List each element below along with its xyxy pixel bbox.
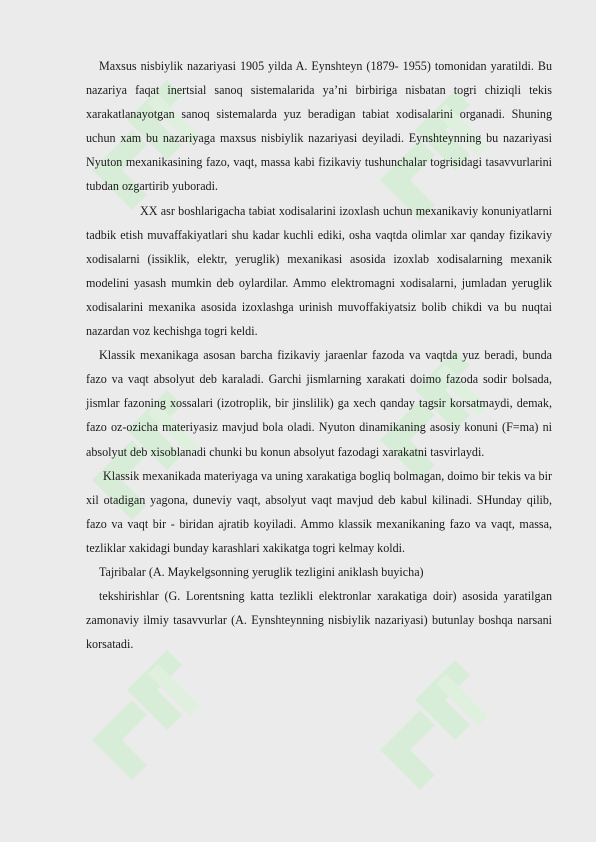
document-body bbox=[86, 54, 552, 656]
paragraph: XX asr boshlarigacha tabiat xodisalarini izoxlash uchun mexanikaviy konuniyatlarni tadbik etish muvaffakiyatlari shu kadar kuchli ediki, osha vaqtda olimlar xar qanday fizikaviy xodisalarni (issiklik, elektr, yeruglik) mexanikasi asosida izoxlab xodisalarning mexanik modelini yasash mumkin deb oylardilar. Ammo elektromagni xodisalarni, jumladan yeruglik xodisalarini mexanika asosida izoxlashga urinish muvoffakiyatsiz bolib chikdi va bu nuqtai nazardan voz kechishga togri keldi. bbox=[86, 203, 552, 339]
paragraph: Maxsus nisbiylik nazariyasi 1905 yilda A. Eynshteyn (1879- 1955) tomonidan yaratildi. Bu nazariya faqat inertsial sanoq sistemalarida ya’ni birbiriga nisbatan togri chiziqli tekis xarakatlanayotgan sanoq sistemalarda yuz beradigan tabiat xodisalarini organadi. Shuning uchun xam bu nazariyaga maxsus nisbiylik nazariyasi deyiladi. Eynshteynning bu nazariyasi Nyuton mexanikasining fazo, vaqt, massa kabi fizikaviy tushunchalar togrisidagi tasavvurlarini tubdan ozgartirib yuboradi. bbox=[86, 59, 552, 194]
paragraph: tekshirishlar (G. Lorentsning katta tezlikli elektronlar xarakatiga doir) asosida yaratilgan zamonaviy ilmiy tasavvurlar (A. Eynshteynning nisbiylik nazariyasi) butunlay boshqa narsani korsatadi. bbox=[86, 589, 552, 652]
paragraph: Klassik mexanikada materiyaga va uning xarakatiga bogliq bolmagan, doimo bir tekis va bir xil otadigan yagona, duneviy vaqt, absolyut vaqt mavjud deb kabul kilinadi. SHunday qilib, fazo va vaqt bir - biridan ajratib koyiladi. Ammo klassik mexanikaning fazo va vaqt, massa, tezliklar xakidagi bunday karashlari xakikatga togri kelmay koldi. bbox=[86, 468, 552, 555]
paragraph: Klassik mexanikaga asosan barcha fizikaviy jaraenlar fazoda va vaqtda yuz beradi, bunda fazo va vaqt absolyut deb karaladi. Garchi jismlarning xarakati doimo fazoda sodir bolsada, jismlar fazoning xossalari (izotroplik, bir jinslilik) ga xech qanday tagsir korsatmaydi, demak, fazo oz-ozicha materiyasiz mavjud bola oladi. Nyuton dinamikaning asosiy konuni (F=ma) ni absolyut deb xisoblanadi chunki bu konun absolyut fazodagi xarakatni tasvirlaydi. bbox=[86, 348, 552, 459]
paragraph: Tajribalar (A. Maykelgsonning yeruglik tezligini aniklash buyicha) bbox=[99, 564, 424, 579]
watermark-logo bbox=[360, 640, 510, 810]
